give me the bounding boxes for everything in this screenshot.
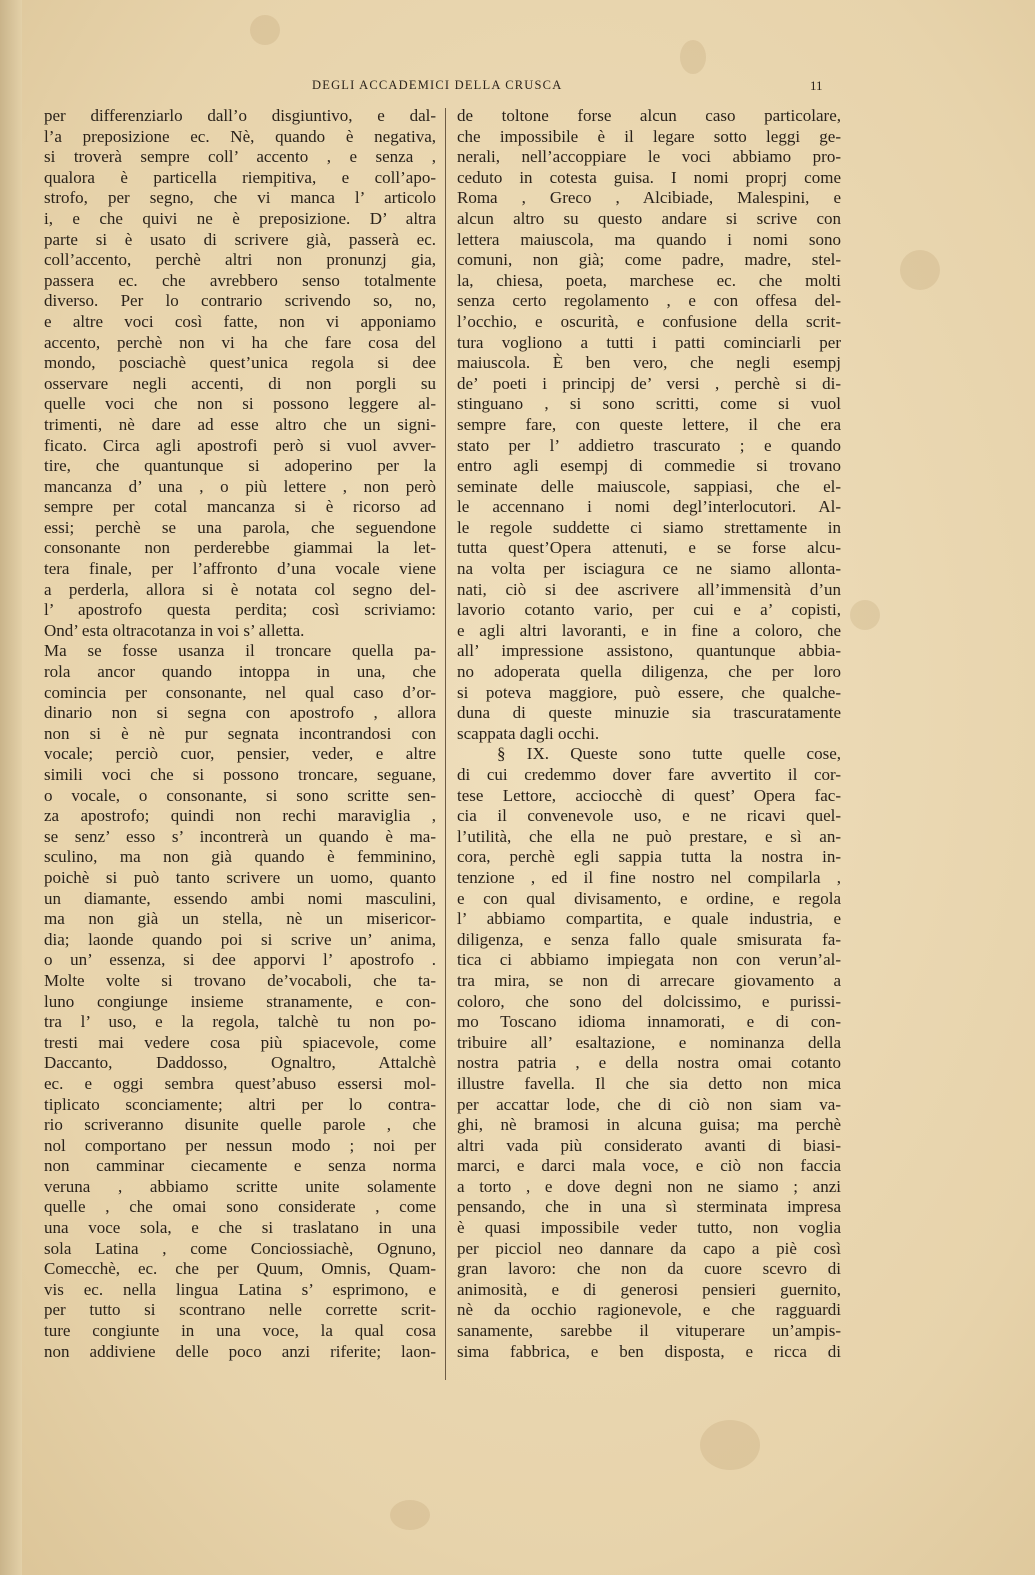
text-line: a torto , e dove degni non ne siamo ; anzi [457,1176,841,1196]
text-line: pensando, che in una sì sterminata impresa [457,1197,841,1217]
text-line: sempre per cotal mancanza si è ricorso ad [44,497,436,517]
text-line: senza certo regolamento , e con offesa del- [457,291,841,311]
text-line: Molte volte si trovano de’vocaboli, che ta- [44,970,436,990]
text-line: ture congiunte in una voce, la qual cosa [44,1321,436,1341]
text-line: tribuire all’ esaltazione, e nominanza della [457,1032,841,1052]
text-line: o vocale, o consonante, si sono scritte sen- [44,785,436,805]
text-line: nostra patria , e della nostra omai cotanto [457,1053,841,1073]
text-line: i, e che quivi ne è preposizione. D’ altra [44,208,436,228]
text-line: tiplicato sconciamente; altri per lo contra- [44,1094,436,1114]
foxing-stain [680,40,706,74]
text-line: de’ poeti i principj de’ versi , perchè si di- [457,373,841,393]
text-line: dia; laonde quando poi si scrive un’ anima, [44,929,436,949]
text-line: nerali, nell’accoppiare le voci abbiamo pro- [457,147,841,167]
text-line: comuni, non già; come padre, madre, stel- [457,250,841,270]
text-line: lavorio cotanto vario, per cui e a’ copisti, [457,600,841,620]
page-gutter-edge [0,0,22,1575]
text-line: poichè si può tanto scrivere un uomo, quanto [44,867,436,887]
text-line: sola Latina , come Conciossiachè, Ognuno, [44,1238,436,1258]
text-line: essi; perchè se una parola, che seguendone [44,517,436,537]
text-line: seminate delle maiuscole, sappiasi, che el- [457,476,841,496]
text-line: duna di queste minuzie sia trascuratamente [457,703,841,723]
foxing-stain [850,600,880,630]
text-line: luno congiunge insieme stranamente, e con- [44,991,436,1011]
text-line: accento, perchè non vi ha che fare cosa del [44,332,436,352]
text-line: dinario non si segna con apostrofo , allora [44,703,436,723]
text-line: di cui credemmo dover fare avvertito il cor- [457,765,841,784]
text-line: ma non già un stella, nè un misericor- [44,909,436,929]
text-line: vis ec. nella lingua Latina s’ esprimono, e [44,1279,436,1299]
text-line: no adoperata quella diligenza, che per loro [457,662,841,682]
text-line: si troverà sempre coll’ accento , e senza , [44,147,436,167]
text-line: all’ impressione assistono, quantunque abbia- [457,641,841,661]
text-line: simili voci che si possono troncare, seguane, [44,765,436,784]
text-line: illustre favella. Il che sia detto non mica [457,1073,841,1093]
text-line: non camminar ciecamente e senza norma [44,1156,436,1176]
text-line: Comecchè, ec. che per Quum, Omnis, Quam- [44,1259,436,1279]
text-line: se senz’ esso s’ incontrerà un quando è ma- [44,826,436,846]
text-line: strofo, per segno, che vi manca l’ articolo [44,188,436,208]
text-line: vocale; perciò cuor, pensier, veder, e altre [44,744,436,764]
text-line: e altre voci così fatte, non vi apponiamo [44,311,436,331]
text-line: tra l’ uso, e la regola, talchè tu non po- [44,1012,436,1032]
page-number: 11 [810,78,823,93]
running-title: DEGLI ACCADEMICI DELLA CRUSCA [312,78,563,92]
text-line: tra mira, se non di arrecare giovamento a [457,970,841,990]
text-line: stato per l’ addietro trascurato ; e quando [457,435,841,455]
text-line: e con qual divisamento, e ordine, e regola [457,888,841,908]
text-line: nol comportano per nessun modo ; noi per [44,1135,436,1155]
right-text-column [457,106,841,1362]
text-line: per tutto si scontrano nelle corrette scrit- [44,1300,436,1320]
text-line: sima fabbrica, e ben disposta, e ricca di [457,1341,841,1361]
text-line: si poteva maggiore, può essere, che qualche- [457,682,841,702]
text-line: quelle , che omai sono considerate , come [44,1197,436,1217]
text-line: diligenza, e senza fallo quale smisurata fa- [457,929,841,949]
text-line: coloro, che sono del dolcissimo, e purissi- [457,991,841,1011]
text-line: rola ancor quando intoppa in una, che [44,662,436,682]
text-line: scappata dagli occhi. [457,723,600,743]
text-line: parte si è usato di scrivere già, passerà ec. [44,229,436,249]
text-line: passera ec. che avrebbero senso totalmente [44,270,436,290]
text-line: Daccanto, Daddosso, Ognaltro, Attalchè [44,1053,436,1073]
text-line: za apostrofo; quindi non rechi maraviglia , [44,806,436,826]
running-header [44,78,844,98]
text-line: le accennano i nomi degl’interlocutori. Al- [457,497,841,517]
text-line: che impossibile è il legare sotto leggi ge- [457,126,841,146]
text-line: un diamante, essendo ambi nomi masculini, [44,888,436,908]
text-line: coll’accento, perchè altri non pronunzj gia, [44,250,436,270]
text-line: l’utilità, che ella ne può prestare, e sì an- [457,826,841,846]
text-line: qualora è particella riempitiva, e coll’apo- [44,167,436,187]
text-line: na volta per isciagura ce ne siamo allonta- [457,559,841,579]
text-line: le regole suddette ci siamo strettamente in [457,517,841,537]
text-line: ceduto in cotesta guisa. I nomi proprj come [457,167,841,187]
text-line: tese Lettore, acciocchè di quest’ Opera fac- [457,785,841,805]
text-line: tutta quest’Opera attenuti, e se forse alcu- [457,538,841,558]
text-line: rio scriveranno disunite quelle parole , che [44,1115,436,1135]
text-line: per accattar lode, che di ciò non siam va- [457,1094,841,1114]
text-line: maiuscola. È ben vero, che negli esempj [457,353,841,373]
text-line: stinguano , si sono scritti, come si vuol [457,394,841,414]
text-line: Ond’ esta oltracotanza in voi s’ alletta. [44,620,305,640]
text-line: Roma , Greco , Alcibiade, Malespini, e [457,188,841,208]
text-line: trimenti, nè dare ad esse altro che un signi- [44,414,436,434]
text-line: lettera maiuscola, ma quando i nomi sono [457,229,841,249]
text-line: animosità, e di generosi pensieri guernito, [457,1279,841,1299]
text-line: sempre fare, con queste lettere, il che era [457,414,841,434]
text-line: tire, che quantunque si adoperino per la [44,456,436,476]
text-line: sanamente, sarebbe il vituperare un’ampis- [457,1321,841,1341]
text-line: nati, ciò si dee ascrivere all’immensità d’un [457,579,841,599]
text-line: è quasi impossibile veder tutto, non voglia [457,1218,841,1238]
text-line: l’ abbiamo compartita, e quale industria, e [457,909,841,929]
text-line: § IX. Queste sono tutte quelle cose, [497,744,841,764]
text-line: non si è nè pur segnata incontrandosi con [44,723,436,743]
foxing-stain [900,250,940,290]
text-line: comincia per consonante, nel qual caso d’or- [44,682,436,702]
text-line: de toltone forse alcun caso particolare, [457,106,841,125]
text-line: veruna , abbiamo scritte unite solamente [44,1176,436,1196]
text-line: cia il convenevole uso, e ne ricavi quel- [457,806,841,826]
text-line: l’ apostrofo questa perdita; così scriviamo: [44,600,436,620]
text-line: sculino, ma non già quando è femminino, [44,847,436,867]
text-line: quelle voci che non si possono leggere al- [44,394,436,414]
foxing-stain [700,1420,760,1470]
text-line: e agli altri lavoranti, e in fine a coloro, che [457,620,841,640]
text-line: consonante non perderebbe giammai la let- [44,538,436,558]
text-line: per differenziarlo dall’o disgiuntivo, e dal- [44,106,436,125]
text-line: ficato. Circa agli apostrofi però si vuol avver- [44,435,436,455]
text-line: o un’ essenza, si dee apporvi l’ apostrofo . [44,950,436,970]
text-line: tera finale, per l’affronto d’una vocale viene [44,559,436,579]
text-line: non addiviene delle poco anzi riferite; laon- [44,1341,436,1361]
text-line: tica ci abbiamo impiegata non con verun’al- [457,950,841,970]
text-line: l’a preposizione ec. Nè, quando è negativa, [44,126,436,146]
text-line: Ma se fosse usanza il troncare quella pa- [44,641,436,661]
text-line: gran lavoro: che non da cuore scevro di [457,1259,841,1279]
column-divider-rule [445,108,446,1380]
text-line: l’occhio, e oscurità, e confusione della scrit- [457,311,841,331]
text-line: la, chiesa, poeta, marchese ec. che molti [457,270,841,290]
foxing-stain [250,15,280,45]
text-line: tresti mai vedere cosa più spiacevole, come [44,1032,436,1052]
text-line: ec. e oggi sembra quest’abuso essersi mol- [44,1073,436,1093]
text-line: cora, perchè egli sappia tutta la nostra in- [457,847,841,867]
text-line: diverso. Per lo contrario scrivendo so, no, [44,291,436,311]
text-line: altri vada più considerato avanti di biasi- [457,1135,841,1155]
text-line: tenzione , ed il fine nostro nel compilarla , [457,867,841,887]
text-line: mancanza d’ una , o più lettere , non però [44,476,436,496]
text-line: mo Toscano idioma innamorati, e di con- [457,1012,841,1032]
left-text-column [44,106,436,1362]
text-line: per picciol neo dannare da capo a piè così [457,1238,841,1258]
text-line: tura vogliono a tutti i patti cominciarli per [457,332,841,352]
text-line: ghi, nè bramosi in alcuna guisa; ma perchè [457,1115,841,1135]
text-line: alcun altro su questo andare si scrive con [457,208,841,228]
text-line: nè da occhio ragionevole, e che ragguardi [457,1300,841,1320]
text-line: marci, e darci mala voce, e ciò non faccia [457,1156,841,1176]
text-line: una voce sola, e che si traslatano in una [44,1218,436,1238]
text-line: entro agli esempj di commedie si trovano [457,456,841,476]
text-line: a perderla, allora si è notata col segno del- [44,579,436,599]
text-line: osservare negli accenti, di non porgli su [44,373,436,393]
text-line: mondo, posciachè quest’unica regola si dee [44,353,436,373]
foxing-stain [390,1500,430,1530]
